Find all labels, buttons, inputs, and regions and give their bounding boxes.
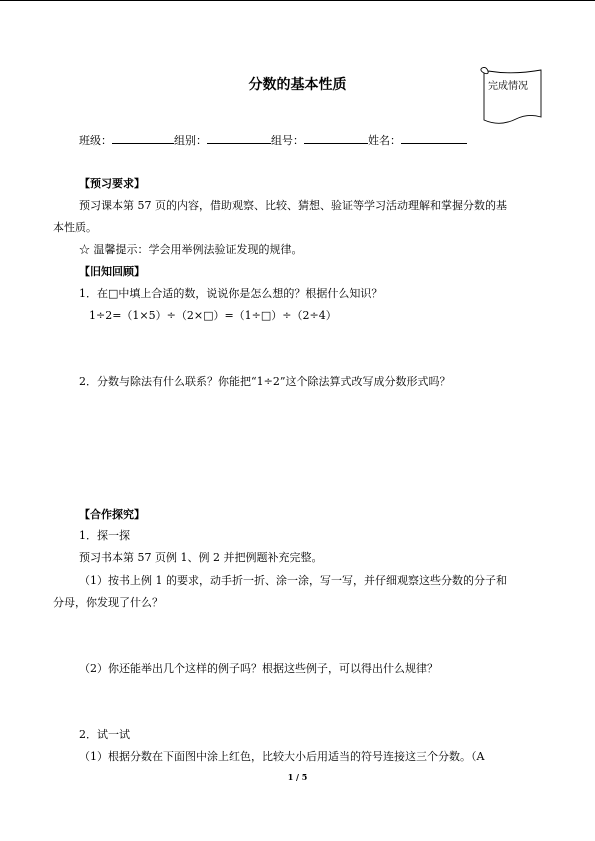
number-label: 组号： — [271, 134, 304, 147]
class-blank[interactable] — [112, 134, 174, 144]
page-number: 1 / 5 — [287, 772, 308, 782]
preview-heading: 【预习要求】 — [79, 177, 145, 190]
review-question-1: 1．在□中填上合适的数，说说你是怎么想的？根据什么知识？ — [79, 287, 383, 300]
class-label: 班级： — [79, 134, 112, 147]
explore-step-1: 1．探一探 — [79, 529, 130, 542]
explore-step-1-q2: （2）你还能举出几个这样的例子吗？根据这些例子，可以得出什么规律？ — [79, 662, 438, 675]
explore-step-2-q1: （1）根据分数在下面图中涂上红色，比较大小后用适当的符号连接这三个分数。（A — [79, 750, 485, 763]
preview-line-2: 本性质。 — [53, 221, 97, 234]
name-label: 姓名： — [368, 134, 401, 147]
group-label: 组别： — [174, 134, 207, 147]
student-info-row — [79, 134, 467, 147]
completion-badge — [478, 67, 546, 129]
review-heading: 【旧知回顾】 — [79, 265, 145, 278]
explore-step-2: 2．试一试 — [79, 728, 130, 741]
page-title: 分数的基本性质 — [248, 77, 347, 93]
explore-step-1-q1-line-1: （1）按书上例 1 的要求，动手折一折、涂一涂，写一写，并仔细观察这些分数的分子和 — [79, 574, 507, 587]
review-question-2: 2．分数与除法有什么联系？你能把“1÷2”这个除法算式改写成分数形式吗？ — [79, 375, 451, 388]
scroll-shape-icon — [478, 67, 546, 129]
number-blank[interactable] — [304, 134, 368, 144]
preview-tip: ☆ 温馨提示：学会用举例法验证发现的规律。 — [79, 243, 303, 256]
name-blank[interactable] — [401, 134, 467, 144]
explore-step-1-q1-line-2: 分母，你发现了什么？ — [53, 596, 163, 609]
badge-label: 完成情况 — [488, 81, 528, 92]
top-rule — [0, 0, 595, 1]
preview-line-1: 预习课本第 57 页的内容，借助观察、比较、猜想、验证等学习活动理解和掌握分数的基 — [79, 199, 507, 212]
explore-heading: 【合作探究】 — [79, 508, 145, 521]
group-blank[interactable] — [207, 134, 271, 144]
explore-step-1-intro: 预习书本第 57 页例 1、例 2 并把例题补充完整。 — [79, 551, 323, 564]
review-expression: 1÷2=（1×5）÷（2×□）=（1÷□）÷（2÷4） — [89, 309, 337, 322]
